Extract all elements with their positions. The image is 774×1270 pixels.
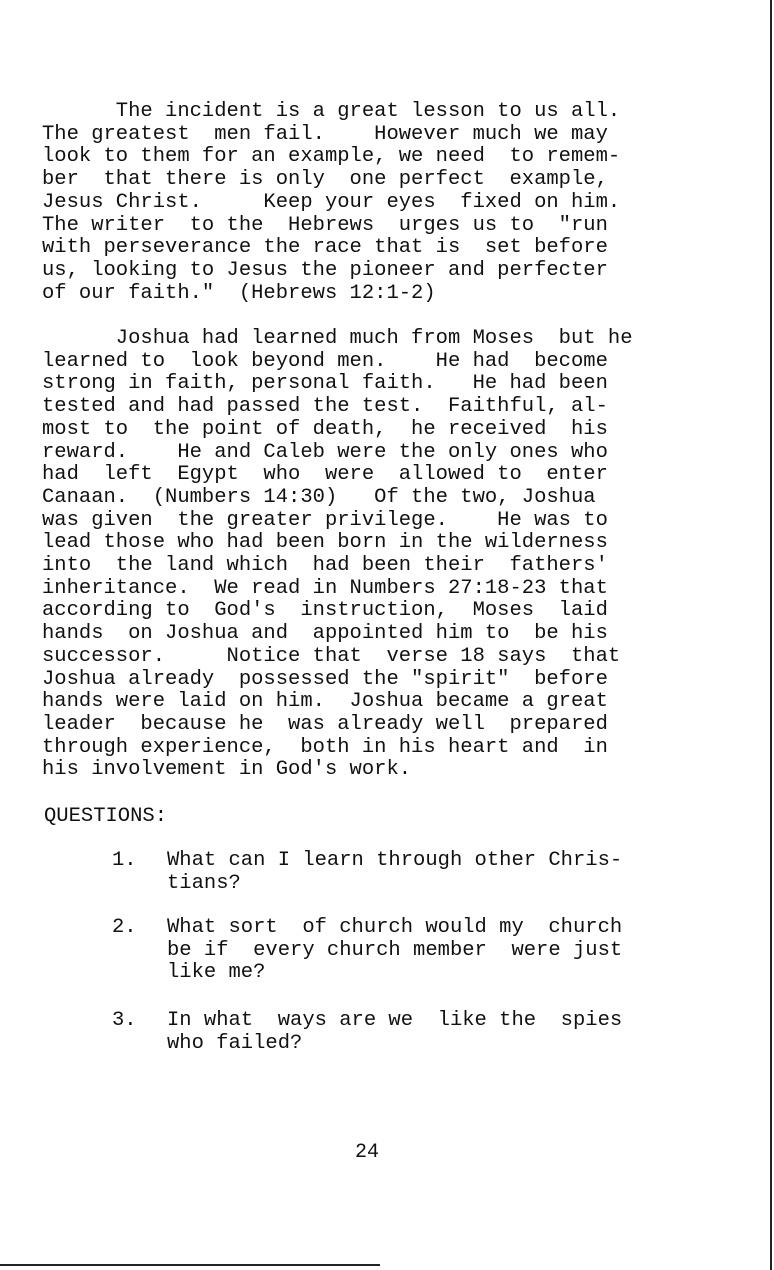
paragraph-2-line: hands were laid on him. Joshua became a great bbox=[42, 690, 608, 714]
paragraph-1-line: The greatest men fail. However much we may bbox=[42, 122, 608, 146]
bottom-rule bbox=[0, 1264, 380, 1266]
question-number: 3. bbox=[112, 1009, 137, 1032]
paragraph-2-line: according to God's instruction, Moses laid bbox=[42, 599, 608, 623]
paragraph-2-line: reward. He and Caleb were the only ones who bbox=[42, 440, 608, 464]
page-number: 24 bbox=[355, 1141, 380, 1164]
question-number: 2. bbox=[112, 916, 137, 939]
paragraph-2-line: his involvement in God's work. bbox=[42, 758, 412, 782]
paragraph-2-line: Joshua had learned much from Moses but he bbox=[42, 327, 633, 350]
paragraph-1-line: of our faith." (Hebrews 12:1-2) bbox=[42, 281, 436, 305]
paragraph-2-line: learned to look beyond men. He had become bbox=[42, 349, 608, 373]
paragraph-2-line: strong in faith, personal faith. He had been bbox=[42, 372, 608, 396]
paragraph-2-line: tested and had passed the test. Faithful, al- bbox=[42, 395, 608, 419]
paragraph-2 bbox=[42, 328, 664, 782]
paragraph-2-line: Canaan. (Numbers 14:30) Of the two, Joshua bbox=[42, 485, 596, 509]
questions-heading: QUESTIONS: bbox=[44, 805, 168, 828]
question-number: 1. bbox=[112, 849, 137, 872]
paragraph-2-line: had left Egypt who were allowed to enter bbox=[42, 463, 608, 487]
paragraph-1-line: us, looking to Jesus the pioneer and perfecter bbox=[42, 258, 608, 282]
paragraph-1-line: look to them for an example, we need to remem- bbox=[42, 145, 621, 169]
paragraph-1-line: with perseverance the race that is set before bbox=[42, 236, 608, 260]
paragraph-1-line: ber that there is only one perfect example, bbox=[42, 168, 608, 192]
paragraph-2-line: inheritance. We read in Numbers 27:18-23 that bbox=[42, 576, 608, 600]
paragraph-2-line: successor. Notice that verse 18 says that bbox=[42, 644, 621, 668]
paragraph-2-line: most to the point of death, he received his bbox=[42, 417, 608, 441]
paragraph-2-line: through experience, both in his heart and in bbox=[42, 735, 608, 759]
paragraph-1-line: The writer to the Hebrews urges us to "run bbox=[42, 213, 608, 237]
paragraph-2-line: Joshua already possessed the "spirit" before bbox=[42, 667, 608, 691]
paragraph-2-line: lead those who had been born in the wilderness bbox=[42, 531, 608, 555]
page-edge-line bbox=[770, 0, 772, 1270]
paragraph-1-line: The incident is a great lesson to us all. bbox=[42, 100, 621, 123]
question-text: What sort of church would my church be if every church member were just like me? bbox=[167, 916, 623, 985]
paragraph-2-line: hands on Joshua and appointed him to be his bbox=[42, 622, 608, 646]
question-text: In what ways are we like the spies who failed? bbox=[167, 1009, 623, 1055]
paragraph-1-line: Jesus Christ. Keep your eyes fixed on him. bbox=[42, 190, 621, 214]
paragraph-1 bbox=[42, 101, 664, 305]
paragraph-2-line: into the land which had been their fathers' bbox=[42, 554, 608, 578]
paragraph-2-line: leader because he was already well prepared bbox=[42, 712, 608, 736]
question-text: What can I learn through other Chris- tians? bbox=[167, 849, 623, 895]
paragraph-2-line: was given the greater privilege. He was to bbox=[42, 508, 608, 532]
